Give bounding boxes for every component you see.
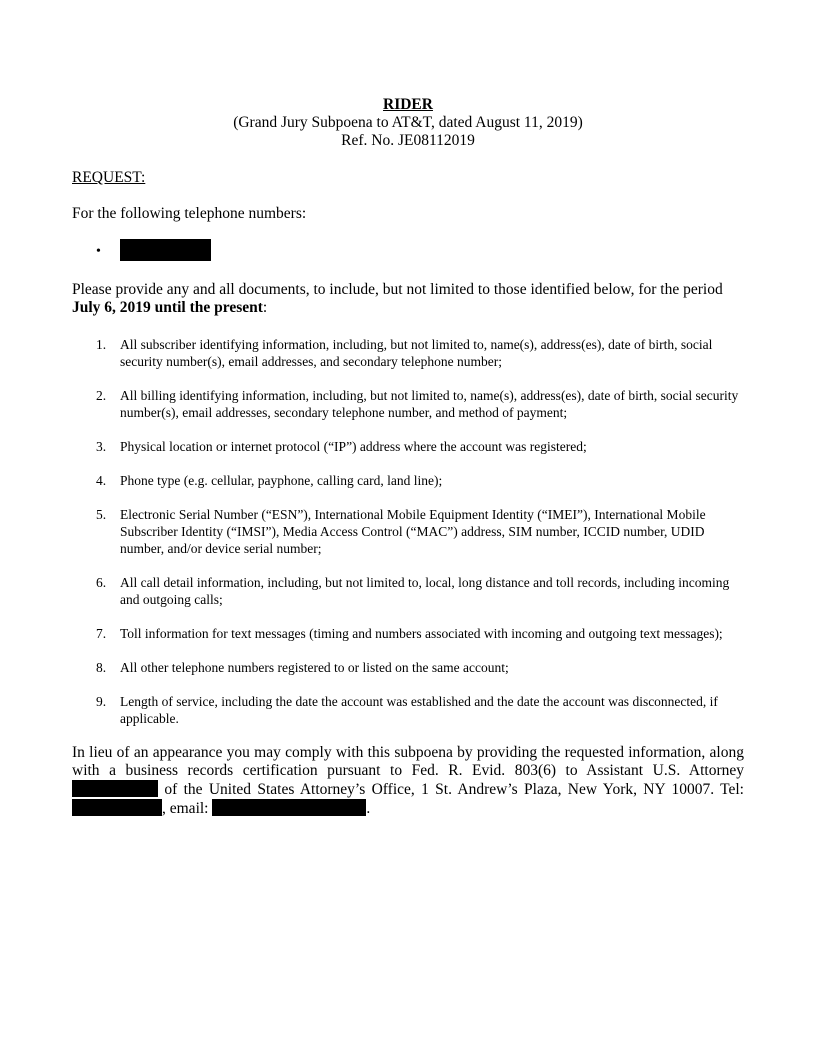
period-paragraph (72, 281, 744, 317)
list-item (72, 506, 744, 557)
item-text: Toll information for text messages (timing and numbers associated with incoming and outgoing text messages); (120, 626, 723, 641)
item-text: All billing identifying information, including, but not limited to, name(s), address(es), date of birth, social security number(s), email addresses, secondary telephone number, and method of payment; (120, 388, 739, 420)
document-header (72, 96, 744, 150)
list-item (72, 387, 744, 421)
item-text: Length of service, including the date the account was established and the date the account was disconnected, if applicable. (120, 694, 718, 726)
request-label: REQUEST: (72, 169, 146, 186)
list-item (72, 472, 744, 489)
period-end: : (262, 299, 268, 316)
bullet-icon: • (96, 244, 101, 259)
item-text: Phone type (e.g. cellular, payphone, calling card, land line); (120, 473, 443, 488)
redacted-phone-number (120, 239, 211, 261)
closing-text-1: In lieu of an appearance you may comply with this subpoena by providing the requested information, along with a business records certification pursuant to Fed. R. Evid. 803(6) to Assistant U.S. Attorney (72, 744, 744, 779)
rider-document (72, 96, 744, 818)
item-number: 7. (96, 626, 107, 641)
item-text: All call detail information, including, but not limited to, local, long distance and toll records, including incoming and outgoing calls; (120, 575, 730, 607)
redacted-telephone (72, 799, 162, 816)
period-text: Please provide any and all documents, to include, but not limited to those identified below, for the period (72, 281, 723, 298)
closing-text-2: of the United States Attorney’s Office, 1 St. Andrew’s Plaza, New York, NY 10007. Tel: (164, 781, 744, 798)
item-number: 2. (96, 388, 107, 403)
telephone-number-list (72, 239, 744, 261)
telephone-intro: For the following telephone numbers: (72, 205, 307, 222)
item-number: 5. (96, 507, 107, 522)
item-text: Electronic Serial Number (“ESN”), International Mobile Equipment Identity (“IMEI”), International Mobile Subscriber Identity (“IMSI”), Media Access Control (“MAC”) address, SIM number, ICCID number, UDID number, and/or device serial number; (120, 507, 706, 556)
list-item (72, 438, 744, 455)
item-number: 3. (96, 439, 107, 454)
document-title: RIDER (383, 96, 433, 113)
closing-paragraph (72, 744, 744, 818)
item-number: 6. (96, 575, 107, 590)
redacted-email (212, 799, 366, 816)
list-item (72, 574, 744, 608)
item-text: All subscriber identifying information, including, but not limited to, name(s), address(es), date of birth, social security number(s), email addresses, and secondary telephone number; (120, 337, 713, 369)
item-text: All other telephone numbers registered to or listed on the same account; (120, 660, 509, 675)
redacted-attorney-name (72, 780, 158, 797)
request-items (72, 336, 744, 727)
period-dates: July 6, 2019 until the present (72, 299, 263, 316)
item-number: 4. (96, 473, 107, 488)
document-subtitle: (Grand Jury Subpoena to AT&T, dated August 11, 2019) (233, 114, 583, 131)
item-number: 8. (96, 660, 107, 675)
list-item (72, 336, 744, 370)
reference-number: Ref. No. JE08112019 (341, 132, 475, 149)
list-item (72, 693, 744, 727)
list-item (72, 625, 744, 642)
list-item (72, 239, 744, 261)
closing-text-3: , email: (162, 800, 209, 817)
list-item (72, 659, 744, 676)
item-number: 1. (96, 337, 107, 352)
closing-text-4: . (366, 800, 371, 817)
item-number: 9. (96, 694, 107, 709)
item-text: Physical location or internet protocol (“IP”) address where the account was registered; (120, 439, 587, 454)
